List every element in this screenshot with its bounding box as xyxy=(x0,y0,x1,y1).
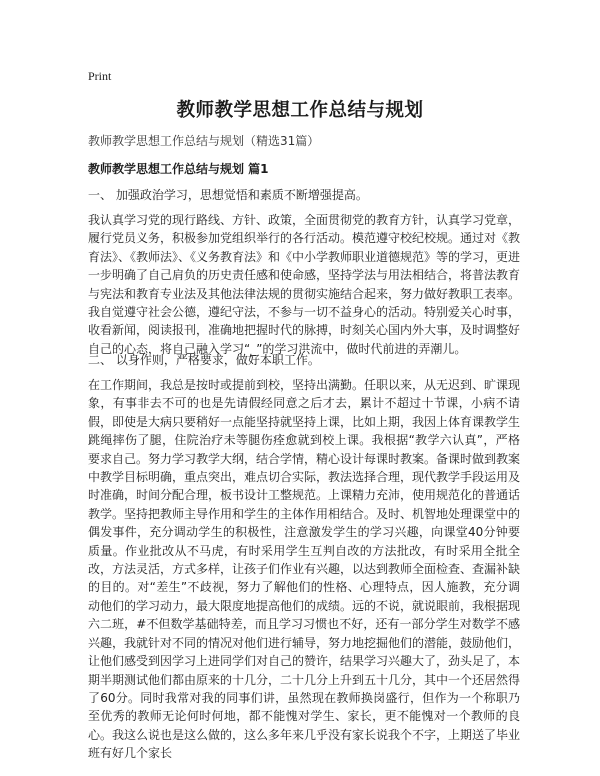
point-heading-2: 二、 以身作则，严格要求，做好本职工作。 xyxy=(88,353,320,367)
paragraph-2: 在工作期间，我总是按时或提前到校，坚持出满勤。任职以来，从无迟到、旷课现象，有事非去不可的也是先请假经同意之后才去，累计不超过十节课，小病不请假，即使是大病只要稍好一点能坚持就坚持上课，比如上期，我因上体育课教学生跳绳摔伤了腿，住院治疗未等腿伤痊愈就到校上课。我根据“教学六认真”，严格要求自己。努力学习教学大纲，结合学情，精心设计每课时教案。备课时做到教案中教学目标明确，重点突出，难点切合实际，教法选择合理，现代教学手段运用及时准确，时间分配合理，板书设计工整规范。上课精力充沛，使用规范化的普通话教学。坚持把教师主导作用和学生的主体作用相结合。及时、机智地处理课堂中的偶发事件，充分调动学生的积极性，注意激发学生的学习兴趣，向课堂40分钟要质量。作业批改从不马虎，有时采用学生互判自改的方法批改，有时采用全批全改，方法灵活，方式多样，让孩子们作业有兴趣，以达到教师全面检查、查漏补缺的目的。对“差生”不歧视，努力了解他们的性格、心理特点，因人施教，充分调动他们的学习动力，最大限度地提高他们的成绩。远的不说，就说眼前，我根据现六二班，#不但数学基础特差，而且学习习惯也不好，还有一部分学生对数学不感兴趣，我就针对不同的情况对他们进行辅导，努力地挖掘他们的潜能，鼓励他们，让他们感受到因学习上进同学们对自己的赞许，结果学习兴趣大了，劲头足了，本期半期测试他们都由原来的十几分，二十几分上升到五十几分，其中一个还居然得了60分。同时我常对我的同事们讲，虽然现在教师换岗盛行，但作为一个称职乃至优秀的教师无论何时何地，都不能愧对学生、家长，更不能愧对一个教师的良心。我这么说也是这么做的，这么多年来几乎没有家长说我个不字，上期送了毕业班有好几个家长 xyxy=(88,378,521,761)
document-subtitle: 教师教学思想工作总结与规划（精选31篇） xyxy=(88,134,320,148)
paragraph-1: 我认真学习党的现行路线、方针、政策，全面贯彻党的教育方针，认真学习党章，履行党员义务，积极参加党组织举行的各行活动。模范遵守校纪校规。通过对《教育法》、《教师法》、《义务教育法》和《中小学教师职业道德规范》等的学习，更进一步明确了自己肩负的历史责任感和使命感，坚持学法与用法相结合，将普法教育与宪法和教育专业法及其他法律法规的贯彻实施结合起来，努力做好教职工表率。我自觉遵守社会公德，遵纪守法，不参与一切不益身心的活动。特别爱关心时事，收看新闻，阅读报刊，准确地把握时代的脉搏，时刻关心国内外大事，及时调整好自己的心态，将自己融入学习“_”的学习洪流中，做时代前进的弄潮儿。 xyxy=(88,213,521,356)
section-heading: 教师教学思想工作总结与规划 篇1 xyxy=(88,162,269,176)
print-link[interactable]: Print xyxy=(88,69,112,83)
point-heading-1: 一、 加强政治学习，思想觉悟和素质不断增强提高。 xyxy=(88,188,368,202)
page-title: 教师教学思想工作总结与规划 xyxy=(176,100,424,121)
